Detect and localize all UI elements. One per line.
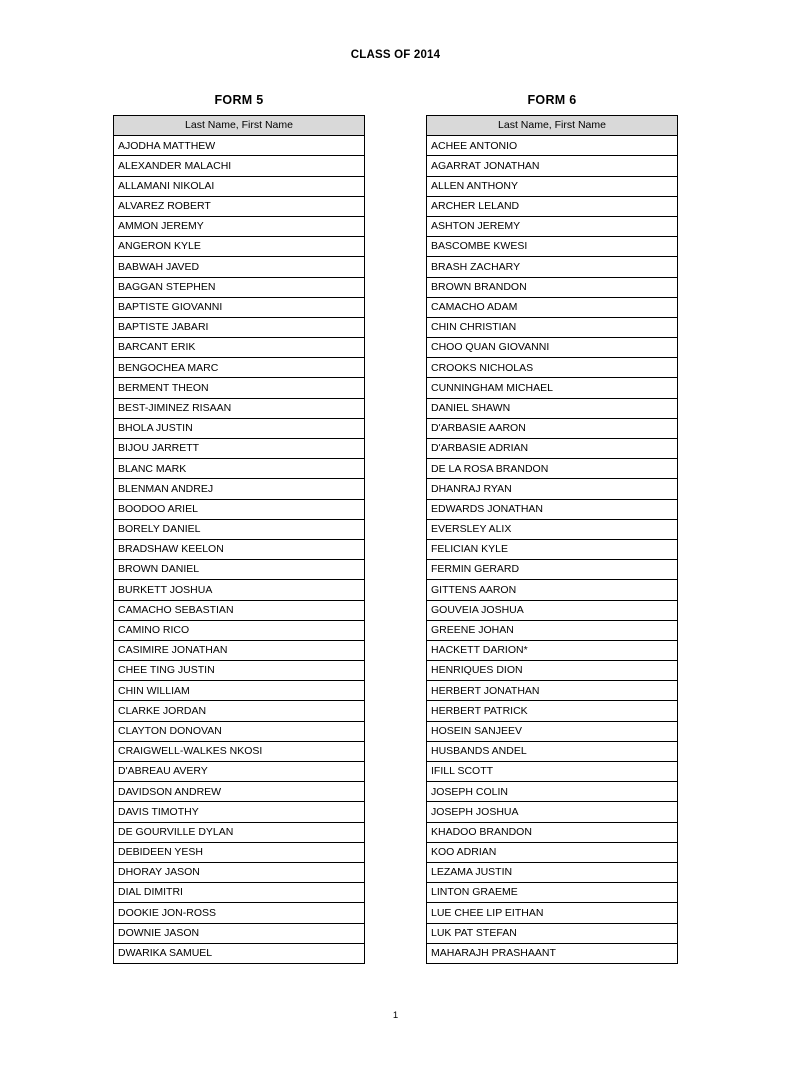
table-row <box>114 903 365 923</box>
student-name-cell: DIAL DIMITRI <box>114 883 365 903</box>
student-name-cell: BORELY DANIEL <box>114 519 365 539</box>
table-header-row <box>114 116 365 136</box>
table-row <box>114 782 365 802</box>
table-row <box>114 580 365 600</box>
table-row <box>114 237 365 257</box>
table-row <box>427 156 678 176</box>
student-name-cell: BERMENT THEON <box>114 378 365 398</box>
table-row <box>114 862 365 882</box>
table-row <box>114 883 365 903</box>
student-name-cell: HERBERT PATRICK <box>427 701 678 721</box>
table-row <box>114 378 365 398</box>
student-name-cell: BABWAH JAVED <box>114 257 365 277</box>
student-name-cell: BRASH ZACHARY <box>427 257 678 277</box>
student-name-cell: D'ARBASIE ADRIAN <box>427 439 678 459</box>
table-row <box>427 358 678 378</box>
student-name-cell: CHIN WILLIAM <box>114 681 365 701</box>
student-name-cell: BHOLA JUSTIN <box>114 418 365 438</box>
student-name-cell: IFILL SCOTT <box>427 762 678 782</box>
form-5-table-body <box>114 136 365 964</box>
form-5-column <box>113 93 365 964</box>
table-row <box>427 277 678 297</box>
table-row <box>427 862 678 882</box>
student-name-cell: CLARKE JORDAN <box>114 701 365 721</box>
table-row <box>114 842 365 862</box>
table-row <box>427 499 678 519</box>
page-title: CLASS OF 2014 <box>350 49 441 61</box>
student-name-cell: EDWARDS JONATHAN <box>427 499 678 519</box>
table-row <box>427 701 678 721</box>
student-name-cell: EVERSLEY ALIX <box>427 519 678 539</box>
student-name-cell: BAPTISTE JABARI <box>114 317 365 337</box>
student-name-cell: JOSEPH JOSHUA <box>427 802 678 822</box>
table-row <box>114 681 365 701</box>
table-row <box>427 459 678 479</box>
table-row <box>114 822 365 842</box>
student-name-cell: DOWNIE JASON <box>114 923 365 943</box>
table-row <box>114 196 365 216</box>
table-row <box>114 640 365 660</box>
table-row <box>427 782 678 802</box>
table-row <box>427 418 678 438</box>
table-row <box>427 136 678 156</box>
student-name-cell: GOUVEIA JOSHUA <box>427 600 678 620</box>
form-6-column <box>426 93 678 964</box>
student-name-cell: FERMIN GERARD <box>427 560 678 580</box>
student-name-cell: ANGERON KYLE <box>114 237 365 257</box>
table-row <box>427 216 678 236</box>
student-name-cell: ARCHER LELAND <box>427 196 678 216</box>
table-row <box>114 297 365 317</box>
table-row <box>427 923 678 943</box>
table-row <box>427 822 678 842</box>
table-row <box>427 196 678 216</box>
student-name-cell: DHANRAJ RYAN <box>427 479 678 499</box>
student-name-cell: CAMACHO SEBASTIAN <box>114 600 365 620</box>
student-name-cell: CHIN CHRISTIAN <box>427 317 678 337</box>
student-name-cell: BROWN DANIEL <box>114 560 365 580</box>
table-row <box>427 297 678 317</box>
table-row <box>427 943 678 963</box>
student-name-cell: ALEXANDER MALACHI <box>114 156 365 176</box>
table-row <box>427 257 678 277</box>
student-name-cell: CHEE TING JUSTIN <box>114 661 365 681</box>
table-row <box>427 560 678 580</box>
table-row <box>114 519 365 539</box>
table-row <box>114 620 365 640</box>
student-name-cell: DANIEL SHAWN <box>427 398 678 418</box>
student-name-cell: DWARIKA SAMUEL <box>114 943 365 963</box>
table-row <box>427 398 678 418</box>
table-row <box>114 539 365 559</box>
student-name-cell: LUK PAT STEFAN <box>427 923 678 943</box>
table-row <box>114 257 365 277</box>
table-row <box>427 802 678 822</box>
student-name-cell: ALLAMANI NIKOLAI <box>114 176 365 196</box>
table-row <box>114 338 365 358</box>
student-name-cell: FELICIAN KYLE <box>427 539 678 559</box>
table-row <box>114 459 365 479</box>
student-name-cell: KOO ADRIAN <box>427 842 678 862</box>
form-6-title: FORM 6 <box>527 93 577 107</box>
student-name-cell: BARCANT ERIK <box>114 338 365 358</box>
student-name-cell: HUSBANDS ANDEL <box>427 741 678 761</box>
student-name-cell: LEZAMA JUSTIN <box>427 862 678 882</box>
table-row <box>427 681 678 701</box>
student-name-cell: HACKETT DARION* <box>427 640 678 660</box>
student-name-cell: BAGGAN STEPHEN <box>114 277 365 297</box>
document-page <box>0 49 791 1073</box>
student-name-cell: CUNNINGHAM MICHAEL <box>427 378 678 398</box>
table-row <box>427 741 678 761</box>
student-name-cell: AMMON JEREMY <box>114 216 365 236</box>
table-row <box>114 600 365 620</box>
student-name-cell: CLAYTON DONOVAN <box>114 721 365 741</box>
student-name-cell: BLENMAN ANDREJ <box>114 479 365 499</box>
student-name-cell: BIJOU JARRETT <box>114 439 365 459</box>
form-5-table <box>113 115 365 964</box>
student-name-cell: KHADOO BRANDON <box>427 822 678 842</box>
student-name-cell: DAVIS TIMOTHY <box>114 802 365 822</box>
table-row <box>427 762 678 782</box>
student-name-cell: DE GOURVILLE DYLAN <box>114 822 365 842</box>
table-row <box>427 883 678 903</box>
page-number: 1 <box>392 1010 399 1021</box>
table-header-row <box>427 116 678 136</box>
table-row <box>114 176 365 196</box>
student-name-cell: DHORAY JASON <box>114 862 365 882</box>
table-row <box>427 842 678 862</box>
student-name-cell: HENRIQUES DION <box>427 661 678 681</box>
student-name-cell: GITTENS AARON <box>427 580 678 600</box>
table-row <box>114 802 365 822</box>
student-name-cell: MAHARAJH PRASHAANT <box>427 943 678 963</box>
student-name-cell: CASIMIRE JONATHAN <box>114 640 365 660</box>
student-name-cell: LINTON GRAEME <box>427 883 678 903</box>
student-name-cell: BEST-JIMINEZ RISAAN <box>114 398 365 418</box>
student-name-cell: AGARRAT JONATHAN <box>427 156 678 176</box>
form-5-table-head <box>114 116 365 136</box>
student-name-cell: CROOKS NICHOLAS <box>427 358 678 378</box>
student-name-cell: ASHTON JEREMY <box>427 216 678 236</box>
table-row <box>427 903 678 923</box>
table-row <box>114 701 365 721</box>
table-row <box>114 358 365 378</box>
student-name-cell: DE LA ROSA BRANDON <box>427 459 678 479</box>
table-row <box>427 519 678 539</box>
table-row <box>427 176 678 196</box>
student-name-cell: ALVAREZ ROBERT <box>114 196 365 216</box>
student-name-cell: BROWN BRANDON <box>427 277 678 297</box>
table-row <box>114 499 365 519</box>
table-row <box>427 640 678 660</box>
student-name-cell: LUE CHEE LIP EITHAN <box>427 903 678 923</box>
student-name-cell: DAVIDSON ANDREW <box>114 782 365 802</box>
student-name-cell: BENGOCHEA MARC <box>114 358 365 378</box>
table-row <box>114 317 365 337</box>
student-name-cell: HOSEIN SANJEEV <box>427 721 678 741</box>
student-name-cell: AJODHA MATTHEW <box>114 136 365 156</box>
column-header-name: Last Name, First Name <box>427 116 678 136</box>
student-name-cell: CAMACHO ADAM <box>427 297 678 317</box>
table-row <box>114 943 365 963</box>
student-name-cell: D'ABREAU AVERY <box>114 762 365 782</box>
table-row <box>427 721 678 741</box>
table-row <box>114 277 365 297</box>
table-row <box>427 378 678 398</box>
student-name-cell: GREENE JOHAN <box>427 620 678 640</box>
student-name-cell: BAPTISTE GIOVANNI <box>114 297 365 317</box>
student-name-cell: CAMINO RICO <box>114 620 365 640</box>
table-row <box>114 136 365 156</box>
student-name-cell: HERBERT JONATHAN <box>427 681 678 701</box>
form-6-table-head <box>427 116 678 136</box>
table-row <box>114 479 365 499</box>
form-6-table <box>426 115 678 964</box>
table-row <box>427 620 678 640</box>
student-name-cell: JOSEPH COLIN <box>427 782 678 802</box>
table-row <box>114 216 365 236</box>
table-row <box>114 721 365 741</box>
form-6-table-body <box>427 136 678 964</box>
table-row <box>114 398 365 418</box>
student-name-cell: D'ARBASIE AARON <box>427 418 678 438</box>
roster-columns <box>0 93 791 964</box>
student-name-cell: CRAIGWELL-WALKES NKOSI <box>114 741 365 761</box>
table-row <box>114 741 365 761</box>
table-row <box>427 479 678 499</box>
table-row <box>114 156 365 176</box>
form-5-title: FORM 5 <box>214 93 264 107</box>
table-row <box>427 580 678 600</box>
student-name-cell: ALLEN ANTHONY <box>427 176 678 196</box>
student-name-cell: BOODOO ARIEL <box>114 499 365 519</box>
table-row <box>427 338 678 358</box>
table-row <box>427 237 678 257</box>
student-name-cell: BURKETT JOSHUA <box>114 580 365 600</box>
student-name-cell: DOOKIE JON-ROSS <box>114 903 365 923</box>
table-row <box>427 661 678 681</box>
student-name-cell: BRADSHAW KEELON <box>114 539 365 559</box>
table-row <box>427 439 678 459</box>
student-name-cell: BASCOMBE KWESI <box>427 237 678 257</box>
table-row <box>114 418 365 438</box>
table-row <box>114 762 365 782</box>
table-row <box>114 923 365 943</box>
student-name-cell: DEBIDEEN YESH <box>114 842 365 862</box>
table-row <box>114 560 365 580</box>
student-name-cell: ACHEE ANTONIO <box>427 136 678 156</box>
student-name-cell: CHOO QUAN GIOVANNI <box>427 338 678 358</box>
table-row <box>114 439 365 459</box>
table-row <box>427 600 678 620</box>
table-row <box>427 317 678 337</box>
table-row <box>427 539 678 559</box>
student-name-cell: BLANC MARK <box>114 459 365 479</box>
table-row <box>114 661 365 681</box>
column-header-name: Last Name, First Name <box>114 116 365 136</box>
